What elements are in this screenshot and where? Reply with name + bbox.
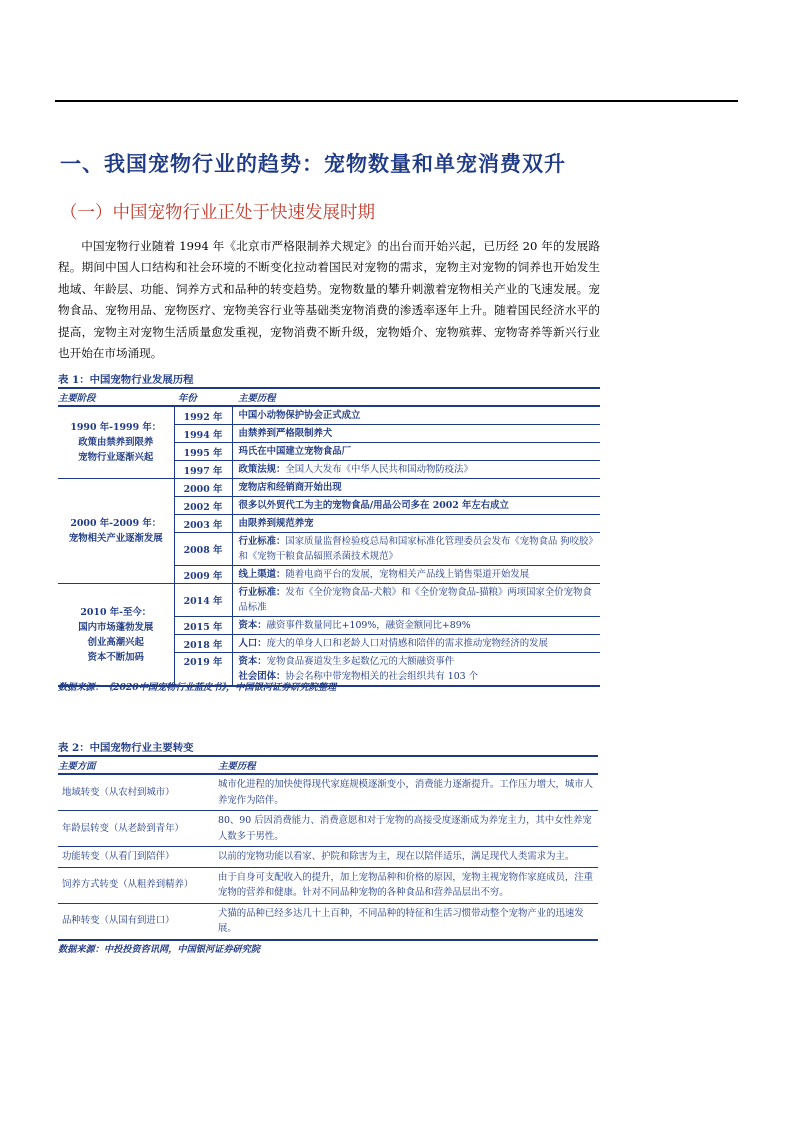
table1-event: 宠物店和经销商开始出现 [232,479,600,497]
table2-caption: 表 2：中国宠物行业主要转变 [58,742,194,754]
table2-aspect: 品种转变（从国有到进口） [58,903,214,940]
table-row [58,479,600,497]
table1-header-stage: 主要阶段 [58,388,174,406]
table2-header-row [58,756,598,774]
table2-aspect: 地域转变（从农村到城市） [58,774,214,811]
table1-year: 2018 年 [174,635,232,653]
table1-stage-2: 2000 年-2009 年： 宠物相关产业逐渐发展 [58,479,174,584]
table2-text: 城市化进程的加快使得现代家庭规模逐渐变小，消费能力逐渐提升。工作压力增大，城市人养宠作为陪伴。 [214,774,598,811]
table2-aspect: 年龄层转变（从老龄到青年） [58,811,214,847]
section-subheading: （一）中国宠物行业正处于快速发展时期 [60,203,375,223]
table-row [58,847,598,868]
table2-text: 由于自身可支配收入的提升，加上宠物品种和价格的原因，宠物主视宠物作家庭成员，注重宠物的营养和健康。针对不同品种宠物的各种食品和营养品层出不穷。 [214,867,598,903]
table1-year: 2009 年 [174,566,232,584]
table1-event: 资本：融资事件数量同比+109%，融资金额同比+89% [232,617,600,635]
table1-event: 线上渠道：随着电商平台的发展，宠物相关产品线上销售渠道开始发展 [232,566,600,584]
table2-text: 80、90 后因消费能力、消费意愿和对于宠物的高接受度逐渐成为养宠主力，其中女性养宠人数多于男性。 [214,811,598,847]
table-row [58,774,598,811]
table1-header-year: 年份 [174,388,232,406]
top-rule [55,100,738,102]
table1-event: 人口：庞大的单身人口和老龄人口对情感和陪伴的需求推动宠物经济的发展 [232,635,600,653]
table1-event: 资本：宠物食品赛道发生多起数亿元的大额融资事件 社会团体：协会名称中带宠物相关的社会组织共有 103 个 [232,653,600,687]
table-row [58,867,598,903]
table-row [58,584,600,617]
table1-year: 2000 年 [174,479,232,497]
table2-aspect: 饲养方式转变（从粗养到精养） [58,867,214,903]
table1-year: 2014 年 [174,584,232,617]
table-row [58,903,598,940]
table-row [58,811,598,847]
table1-event: 政策法规：全国人大发布《中华人民共和国动物防疫法》 [232,461,600,479]
table1-stage-3: 2010 年-至今： 国内市场蓬勃发展 创业高潮兴起 资本不断加码 [58,584,174,687]
table2-text: 犬猫的品种已经多达几十上百种，不同品种的特征和生活习惯带动整个宠物产业的迅速发展。 [214,903,598,940]
table1-year: 2008 年 [174,533,232,566]
table1-event: 由限养到规范养宠 [232,515,600,533]
table1-year: 2003 年 [174,515,232,533]
table1-year: 1997 年 [174,461,232,479]
table2-header-aspect: 主要方面 [58,756,214,774]
table1-year: 2002 年 [174,497,232,515]
table1-event: 很多以外贸代工为主的宠物食品/用品公司多在 2002 年左右成立 [232,497,600,515]
table1-event: 由禁养到严格限制养犬 [232,425,600,443]
table1-event: 行业标准：国家质量监督检验疫总局和国家标准化管理委员会发布《宠物食品 狗咬胶》和《宠物干粮食品辐照杀菌技术规范》 [232,533,600,566]
table2 [58,755,598,941]
table1-event: 玛氏在中国建立宠物食品厂 [232,443,600,461]
table1-year: 2019 年 [174,653,232,687]
table1 [58,387,600,687]
table1-caption: 表 1：中国宠物行业发展历程 [58,374,194,386]
table1-source: 数据来源：《2020中国宠物行业蓝皮书》，中国银河证券研究院整理 [58,682,337,693]
table2-source: 数据来源：中投投资咨讯网，中国银河证券研究院 [58,944,261,955]
table-row [58,406,600,425]
table1-year: 1992 年 [174,406,232,425]
table1-year: 1995 年 [174,443,232,461]
table1-year: 1994 年 [174,425,232,443]
table1-header-row [58,388,600,406]
section-heading: 一、我国宠物行业的趋势：宠物数量和单宠消费双升 [60,151,566,176]
intro-paragraph: 中国宠物行业随着 1994 年《北京市严格限制养犬规定》的出台而开始兴起，已历经 20 年的发展路程。期间中国人口结构和社会环境的不断变化拉动着国民对宠物的需求，宠物主对宠物的饲养也开始发生地域、年龄层、功能、饲养方式和品种的转变趋势。宠物数量的攀升刺激着宠物相关产业的飞速发展。宠物食品、宠物用品、宠物医疗、宠物美容行业等基础类宠物消费的渗透率逐年上升。随着国民经济水平的提高，宠物主对宠物生活质量愈发重视，宠物消费不断升级，宠物婚介、宠物殡葬、宠物寄养等新兴行业也开始在市场涌现。 [58,239,600,361]
table2-text: 以前的宠物功能以看家、护院和除害为主，现在以陪伴适乐，满足现代人类需求为主。 [214,847,598,868]
table1-event: 行业标准：发布《全价宠物食品-犬粮》和《全价宠物食品-猫粮》两项国家全价宠物食品标准 [232,584,600,617]
table1-event: 中国小动物保护协会正式成立 [232,406,600,425]
table1-stage-1: 1990 年-1999 年： 政策由禁养到限养 宠物行业逐渐兴起 [58,406,174,479]
table2-header-event: 主要历程 [214,756,598,774]
table1-year: 2015 年 [174,617,232,635]
table1-header-event: 主要历程 [232,388,600,406]
table2-aspect: 功能转变（从看门到陪伴） [58,847,214,868]
